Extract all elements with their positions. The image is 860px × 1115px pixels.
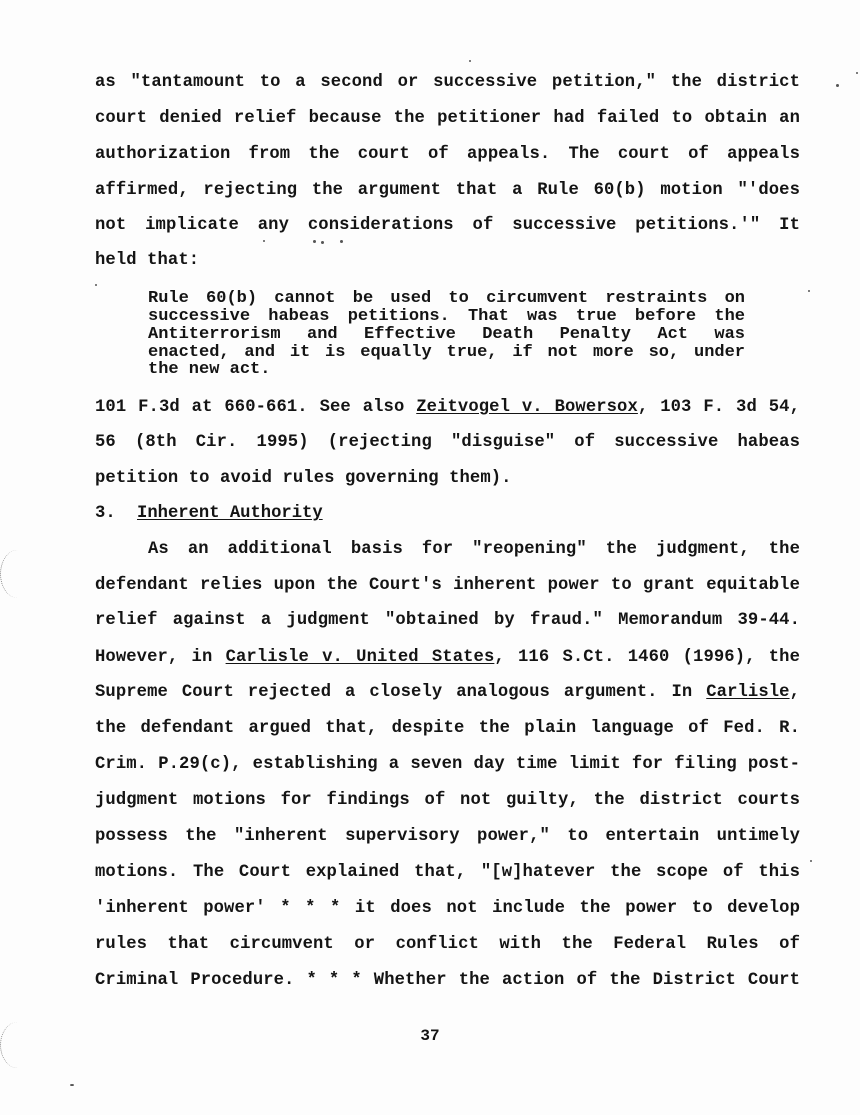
body-line: Criminal Procedure. * * * Whether the action of the District Court <box>95 971 800 990</box>
body-line: court denied relief because the petitioner had failed to obtain an <box>95 109 800 128</box>
scan-speck <box>856 72 858 74</box>
scan-speck <box>321 241 324 244</box>
punch-hole-mark <box>0 1022 35 1068</box>
scan-speck <box>808 290 810 292</box>
page-number: 37 <box>420 1027 440 1045</box>
body-line <box>95 398 800 417</box>
body-line: as "tantamount to a second or successive petition," the district <box>95 73 800 92</box>
case-name: Carlisle <box>706 683 790 702</box>
body-line: defendant relies upon the Court's inherent power to grant equitable <box>95 576 800 595</box>
section-title: Inherent Authority <box>137 504 323 523</box>
body-line <box>95 683 800 702</box>
body-line: As an additional basis for "reopening" the judgment, the <box>148 540 800 559</box>
body-line: Crim. P.29(c), establishing a seven day time limit for filing post- <box>95 755 800 774</box>
body-text: Supreme Court rejected a closely analogous argument. In <box>95 683 707 702</box>
section-number: 3. <box>95 504 116 523</box>
scan-speck <box>263 240 265 242</box>
block-quote-line: Antiterrorism and Effective Death Penalty Act was <box>148 325 745 344</box>
case-name: Zeitvogel v. Bowersox <box>416 398 638 417</box>
body-text: However, in <box>95 648 226 667</box>
scan-speck <box>810 860 812 862</box>
body-line: affirmed, rejecting the argument that a Rule 60(b) motion "'does <box>95 181 800 200</box>
citation-text: 101 F.3d at 660-661. See also <box>95 398 417 417</box>
body-line: rules that circumvent or conflict with the Federal Rules of <box>95 935 800 954</box>
body-line: 56 (8th Cir. 1995) (rejecting "disguise" of successive habeas <box>95 433 800 452</box>
scan-speck <box>469 60 471 62</box>
punch-hole-mark <box>0 550 35 598</box>
body-line: judgment motions for findings of not guilty, the district courts <box>95 791 800 810</box>
block-quote-line: the new act. <box>148 360 271 379</box>
body-line: possess the "inherent supervisory power," to entertain untimely <box>95 827 800 846</box>
body-line: motions. The Court explained that, "[w]hatever the scope of this <box>95 863 800 882</box>
citation-text: , 103 F. 3d 54, <box>637 398 800 417</box>
section-heading <box>95 504 323 523</box>
body-line: held that: <box>95 251 200 270</box>
scan-speck <box>340 240 343 243</box>
block-quote-line: successive habeas petitions. That was true before the <box>148 307 745 326</box>
body-line <box>95 648 800 667</box>
body-text: , <box>789 683 800 702</box>
body-text: , 116 S.Ct. 1460 (1996), the <box>494 648 800 667</box>
body-line: petition to avoid rules governing them). <box>95 469 512 488</box>
body-line: not implicate any considerations of successive petitions.'" It <box>95 216 800 235</box>
body-line: relief against a judgment "obtained by fraud." Memorandum 39-44. <box>95 611 800 630</box>
body-line: the defendant argued that, despite the plain language of Fed. R. <box>95 719 800 738</box>
block-quote-line: Rule 60(b) cannot be used to circumvent restraints on <box>148 289 745 308</box>
case-name: Carlisle v. United States <box>225 648 495 667</box>
block-quote-line: enacted, and it is equally true, if not more so, under <box>148 343 745 362</box>
body-line: 'inherent power' * * * it does not include the power to develop <box>95 899 800 918</box>
body-line: authorization from the court of appeals. The court of appeals <box>95 145 800 164</box>
scan-speck <box>70 1084 74 1086</box>
scan-speck <box>836 84 839 87</box>
scan-speck <box>95 284 97 286</box>
scan-speck <box>313 240 316 243</box>
